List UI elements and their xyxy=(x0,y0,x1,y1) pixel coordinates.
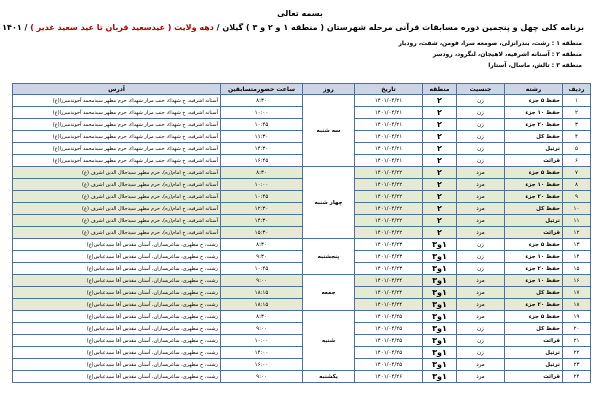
header-address: آدرس xyxy=(13,84,221,95)
cell-address: آستانه اشرفیه، خ امام(ره)، حرم مطهر سیدجلال الدین اشرف (ع) xyxy=(13,227,221,239)
cell-address: آستانه اشرفیه، خ امام(ره)، حرم مطهر سیدجلال الدین اشرف (ع) xyxy=(13,167,221,179)
cell-field: قرائت xyxy=(505,227,563,239)
cell-time: ۱۰:۰۰ xyxy=(221,107,303,119)
cell-region: ۱و۳ xyxy=(423,323,457,335)
cell-time: ۱۰:۴۵ xyxy=(221,191,303,203)
cell-region: ۲ xyxy=(423,179,457,191)
cell-address: رشت، خ مطهری، ساغریسازان، آستان مقدس آقا سیدعباس(ع) xyxy=(13,311,221,323)
cell-gender: مرد xyxy=(457,203,505,215)
cell-region: ۱و۳ xyxy=(423,347,457,359)
cell-region: ۲ xyxy=(423,131,457,143)
region-note-2: منطقه ۲ : آستانه اشرفیه، لاهیجان، لنگرود، رودسر xyxy=(432,51,582,58)
table-row xyxy=(13,263,591,275)
table-row xyxy=(13,347,591,359)
header-time: ساعت حضورمتسابقین xyxy=(221,84,303,95)
region-note-3: منطقه ۳ : تالش، ماسال، آستارا xyxy=(488,62,582,69)
cell-time: ۱۱:۳۰ xyxy=(221,131,303,143)
cell-time: ۱۸:۱۵ xyxy=(221,287,303,299)
cell-date: ۱۴۰۱/۰۴/۲۵ xyxy=(355,311,423,323)
cell-num: ۷ xyxy=(563,167,591,179)
cell-field: حفظ ۱۰ جزء xyxy=(505,107,563,119)
cell-num: ۱۸ xyxy=(563,299,591,311)
cell-time: ۸:۳۰ xyxy=(221,95,303,107)
cell-gender: زن xyxy=(457,323,505,335)
cell-gender: زن xyxy=(457,239,505,251)
cell-date: ۱۴۰۱/۰۴/۲۲ xyxy=(355,203,423,215)
cell-address: آستانه اشرفیه، خ امام(ره)، حرم مطهر سیدجلال الدین اشرف (ع) xyxy=(13,203,221,215)
cell-region: ۱و۳ xyxy=(423,371,457,383)
header-region: منطقه xyxy=(423,84,457,95)
cell-field: ترتیل xyxy=(505,215,563,227)
cell-region: ۱و۳ xyxy=(423,239,457,251)
cell-num: ۸ xyxy=(563,179,591,191)
cell-day: چهار شنبه xyxy=(303,167,355,239)
cell-gender: زن xyxy=(457,155,505,167)
cell-time: ۱۶:۰۰ xyxy=(221,359,303,371)
cell-region: ۲ xyxy=(423,95,457,107)
cell-num: ۲۳ xyxy=(563,359,591,371)
cell-date: ۱۴۰۱/۰۴/۲۳ xyxy=(355,251,423,263)
table-row xyxy=(13,179,591,191)
cell-address: آستانه اشرفیه، خ شهداء، جنب مزار شهداء، حرم مطهر سیدمحمد آخوندمیرزا(ع) xyxy=(13,107,221,119)
cell-time: ۱۴:۳۰ xyxy=(221,215,303,227)
cell-date: ۱۴۰۱/۰۴/۲۵ xyxy=(355,335,423,347)
cell-date: ۱۴۰۱/۰۴/۲۴ xyxy=(355,275,423,287)
cell-region: ۱و۳ xyxy=(423,299,457,311)
cell-address: رشت، خ مطهری، ساغریسازان، آستان مقدس آقا سیدعباس(ع) xyxy=(13,371,221,383)
cell-field: حفظ ۱۰ جزء xyxy=(505,275,563,287)
cell-num: ۱۷ xyxy=(563,287,591,299)
cell-num: ۵ xyxy=(563,143,591,155)
cell-date: ۱۴۰۱/۰۴/۲۶ xyxy=(355,371,423,383)
cell-region: ۱و۳ xyxy=(423,335,457,347)
cell-region: ۲ xyxy=(423,155,457,167)
cell-field: حفظ ۲۰ جزء xyxy=(505,299,563,311)
cell-time: ۱۶:۴۵ xyxy=(221,155,303,167)
cell-field: حفظ ۵ جزء xyxy=(505,311,563,323)
cell-date: ۱۴۰۱/۰۴/۲۴ xyxy=(355,287,423,299)
cell-field: ترتیل xyxy=(505,347,563,359)
cell-date: ۱۴۰۱/۰۴/۲۵ xyxy=(355,323,423,335)
cell-region: ۲ xyxy=(423,191,457,203)
cell-date: ۱۴۰۱/۰۴/۲۲ xyxy=(355,191,423,203)
title-year: / ۱۴۰۱ xyxy=(2,23,28,32)
table-row xyxy=(13,227,591,239)
cell-gender: زن xyxy=(457,263,505,275)
cell-date: ۱۴۰۱/۰۴/۲۳ xyxy=(355,239,423,251)
table-row xyxy=(13,203,591,215)
cell-num: ۲۰ xyxy=(563,323,591,335)
cell-time: ۹:۰۰ xyxy=(221,275,303,287)
cell-num: ۲۱ xyxy=(563,335,591,347)
cell-address: رشت، خ مطهری، ساغریسازان، آستان مقدس آقا سیدعباس(ع) xyxy=(13,359,221,371)
cell-date: ۱۴۰۱/۰۴/۲۳ xyxy=(355,263,423,275)
cell-num: ۱۱ xyxy=(563,215,591,227)
cell-field: حفظ کل xyxy=(505,287,563,299)
cell-address: رشت، خ مطهری، ساغریسازان، آستان مقدس آقا سیدعباس(ع) xyxy=(13,323,221,335)
cell-time: ۱۲:۳۰ xyxy=(221,203,303,215)
cell-num: ۲۲ xyxy=(563,347,591,359)
cell-time: ۸:۳۰ xyxy=(221,311,303,323)
cell-field: حفظ کل xyxy=(505,323,563,335)
header-day: روز xyxy=(303,84,355,95)
table-row xyxy=(13,215,591,227)
cell-field: حفظ ۱۰ جزء xyxy=(505,251,563,263)
cell-address: رشت، خ مطهری، ساغریسازان، آستان مقدس آقا سیدعباس(ع) xyxy=(13,263,221,275)
cell-field: قرائت xyxy=(505,155,563,167)
cell-day: شنبه xyxy=(303,311,355,371)
cell-date: ۱۴۰۱/۰۴/۲۱ xyxy=(355,119,423,131)
cell-gender: زن xyxy=(457,251,505,263)
cell-field: قرائت xyxy=(505,335,563,347)
cell-region: ۱و۳ xyxy=(423,251,457,263)
table-row xyxy=(13,251,591,263)
table-row xyxy=(13,131,591,143)
region-note-1: منطقه ۱ : رشت، بندرانزلی، صومعه سرا، فومن، شفت، رودبار xyxy=(398,40,582,47)
cell-region: ۲ xyxy=(423,203,457,215)
cell-time: ۱۸:۱۵ xyxy=(221,299,303,311)
table-row xyxy=(13,167,591,179)
cell-time: ۱۰:۰۰ xyxy=(221,179,303,191)
cell-day: پنجشنبه xyxy=(303,239,355,275)
cell-num: ۱ xyxy=(563,95,591,107)
cell-address: آستانه اشرفیه، خ شهداء، جنب مزار شهداء، حرم مطهر سیدمحمد آخوندمیرزا(ع) xyxy=(13,143,221,155)
cell-gender: زن xyxy=(457,143,505,155)
cell-address: رشت، خ مطهری، ساغریسازان، آستان مقدس آقا سیدعباس(ع) xyxy=(13,347,221,359)
cell-address: آستانه اشرفیه، خ امام(ره)، حرم مطهر سیدجلال الدین اشرف (ع) xyxy=(13,215,221,227)
table-row xyxy=(13,323,591,335)
cell-gender: مرد xyxy=(457,299,505,311)
schedule-table xyxy=(12,83,591,383)
cell-num: ۲۴ xyxy=(563,371,591,383)
table-row xyxy=(13,107,591,119)
header-gender: جنسیت xyxy=(457,84,505,95)
cell-gender: مرد xyxy=(457,311,505,323)
cell-gender: مرد xyxy=(457,359,505,371)
table-row xyxy=(13,287,591,299)
cell-time: ۹:۳۰ xyxy=(221,251,303,263)
table-row xyxy=(13,359,591,371)
header-date: تاریخ xyxy=(355,84,423,95)
cell-address: آستانه اشرفیه، خ شهداء، جنب مزار شهداء، حرم مطهر سیدمحمد آخوندمیرزا(ع) xyxy=(13,131,221,143)
cell-num: ۱۰ xyxy=(563,203,591,215)
table-row xyxy=(13,371,591,383)
cell-region: ۱و۳ xyxy=(423,359,457,371)
cell-region: ۱و۳ xyxy=(423,275,457,287)
cell-gender: مرد xyxy=(457,227,505,239)
cell-num: ۶ xyxy=(563,155,591,167)
table-row xyxy=(13,335,591,347)
cell-gender: زن xyxy=(457,119,505,131)
cell-date: ۱۴۰۱/۰۴/۲۱ xyxy=(355,143,423,155)
cell-num: ۳ xyxy=(563,119,591,131)
cell-field: قرائت xyxy=(505,371,563,383)
cell-num: ۲ xyxy=(563,107,591,119)
page-title xyxy=(2,22,584,34)
cell-address: آستانه اشرفیه، خ شهداء، جنب مزار شهداء، حرم مطهر سیدمحمد آخوندمیرزا(ع) xyxy=(13,95,221,107)
cell-field: حفظ ۲۰ جزء xyxy=(505,263,563,275)
cell-address: رشت، خ مطهری، ساغریسازان، آستان مقدس آقا سیدعباس(ع) xyxy=(13,335,221,347)
cell-region: ۲ xyxy=(423,119,457,131)
cell-num: ۴ xyxy=(563,131,591,143)
cell-field: حفظ ۵ جزء xyxy=(505,167,563,179)
cell-field: ترتیل xyxy=(505,359,563,371)
cell-num: ۱۴ xyxy=(563,251,591,263)
cell-num: ۱۶ xyxy=(563,275,591,287)
cell-date: ۱۴۰۱/۰۴/۲۲ xyxy=(355,215,423,227)
cell-address: رشت، خ مطهری، ساغریسازان، آستان مقدس آقا سیدعباس(ع) xyxy=(13,299,221,311)
cell-day: یکشنبه xyxy=(303,371,355,383)
header-field: رشته xyxy=(505,84,563,95)
cell-address: رشت، خ مطهری، ساغریسازان، آستان مقدس آقا سیدعباس(ع) xyxy=(13,251,221,263)
cell-field: حفظ کل xyxy=(505,203,563,215)
cell-address: آستانه اشرفیه، خ امام(ره)، حرم مطهر سیدجلال الدین اشرف (ع) xyxy=(13,191,221,203)
cell-gender: زن xyxy=(457,335,505,347)
cell-time: ۱۵:۳۰ xyxy=(221,227,303,239)
cell-gender: مرد xyxy=(457,275,505,287)
cell-date: ۱۴۰۱/۰۴/۲۲ xyxy=(355,167,423,179)
cell-date: ۱۴۰۱/۰۴/۲۱ xyxy=(355,107,423,119)
header-num: ردیف xyxy=(563,84,591,95)
cell-address: آستانه اشرفیه، خ شهداء، جنب مزار شهداء، حرم مطهر سیدمحمد آخوندمیرزا(ع) xyxy=(13,155,221,167)
cell-gender: زن xyxy=(457,95,505,107)
cell-field: حفظ ۵ جزء xyxy=(505,239,563,251)
cell-gender: زن xyxy=(457,131,505,143)
cell-num: ۱۲ xyxy=(563,227,591,239)
cell-date: ۱۴۰۱/۰۴/۲۵ xyxy=(355,359,423,371)
cell-num: ۱۳ xyxy=(563,239,591,251)
cell-region: ۱و۳ xyxy=(423,287,457,299)
cell-date: ۱۴۰۱/۰۴/۲۲ xyxy=(355,179,423,191)
table-row xyxy=(13,311,591,323)
cell-region: ۲ xyxy=(423,107,457,119)
table-row xyxy=(13,155,591,167)
cell-field: ترتیل xyxy=(505,143,563,155)
cell-num: ۹ xyxy=(563,191,591,203)
table-row xyxy=(13,143,591,155)
cell-address: رشت، خ مطهری، ساغریسازان، آستان مقدس آقا سیدعباس(ع) xyxy=(13,239,221,251)
cell-address: رشت، خ مطهری، ساغریسازان، آستان مقدس آقا سیدعباس(ع) xyxy=(13,287,221,299)
cell-time: ۱۰:۴۵ xyxy=(221,119,303,131)
cell-field: حفظ کل xyxy=(505,131,563,143)
cell-address: آستانه اشرفیه، خ شهداء، جنب مزار شهداء، حرم مطهر سیدمحمد آخوندمیرزا(ع) xyxy=(13,119,221,131)
cell-date: ۱۴۰۱/۰۴/۲۱ xyxy=(355,131,423,143)
cell-region: ۲ xyxy=(423,167,457,179)
cell-region: ۲ xyxy=(423,143,457,155)
cell-date: ۱۴۰۱/۰۴/۲۱ xyxy=(355,95,423,107)
cell-field: حفظ ۲۰ جزء xyxy=(505,191,563,203)
table-row xyxy=(13,119,591,131)
cell-time: ۸:۳۰ xyxy=(221,239,303,251)
table-row xyxy=(13,299,591,311)
cell-num: ۱۵ xyxy=(563,263,591,275)
cell-date: ۱۴۰۱/۰۴/۲۵ xyxy=(355,347,423,359)
cell-gender: مرد xyxy=(457,179,505,191)
cell-time: ۱۴:۳۰ xyxy=(221,143,303,155)
cell-gender: مرد xyxy=(457,167,505,179)
cell-num: ۱۹ xyxy=(563,311,591,323)
cell-field: حفظ ۲۰ جزء xyxy=(505,119,563,131)
title-highlight: دهه ولایت ( عیدسعید قربان تا عید سعید غدیر ) xyxy=(30,23,214,32)
cell-day: سه شنبه xyxy=(303,95,355,167)
cell-region: ۱و۳ xyxy=(423,263,457,275)
cell-date: ۱۴۰۱/۰۴/۲۱ xyxy=(355,155,423,167)
cell-time: ۹:۰۰ xyxy=(221,371,303,383)
table-body xyxy=(13,95,591,383)
cell-time: ۱۰:۴۵ xyxy=(221,263,303,275)
cell-address: رشت، خ مطهری، ساغریسازان، آستان مقدس آقا سیدعباس(ع) xyxy=(13,275,221,287)
table-row xyxy=(13,191,591,203)
cell-region: ۲ xyxy=(423,227,457,239)
cell-region: ۲ xyxy=(423,215,457,227)
cell-field: حفظ ۵ جزء xyxy=(505,95,563,107)
cell-field: حفظ ۱۰ جزء xyxy=(505,179,563,191)
table-row xyxy=(13,95,591,107)
cell-gender: زن xyxy=(457,347,505,359)
cell-date: ۱۴۰۱/۰۴/۲۴ xyxy=(355,299,423,311)
cell-region: ۱و۳ xyxy=(423,311,457,323)
cell-gender: مرد xyxy=(457,191,505,203)
cell-time: ۱۰:۰۰ xyxy=(221,335,303,347)
region-notes xyxy=(22,38,582,71)
basmala-heading: بسمه تعالی xyxy=(277,9,323,18)
cell-time: ۸:۳۰ xyxy=(221,167,303,179)
cell-time: ۹:۰۰ xyxy=(221,323,303,335)
cell-time: ۱۴:۰۰ xyxy=(221,347,303,359)
cell-gender: مرد xyxy=(457,287,505,299)
cell-address: آستانه اشرفیه، خ امام(ره)، حرم مطهر سیدجلال الدین اشرف (ع) xyxy=(13,179,221,191)
table-header xyxy=(13,84,591,95)
cell-day: جمعه xyxy=(303,275,355,311)
cell-gender: مرد xyxy=(457,215,505,227)
title-main: برنامه کلی چهل و پنجمین دوره مسابقات قرآنی مرحله شهرستان ( منطقه ۱ و ۲ و ۳ ) گیلان / xyxy=(216,23,584,32)
table-row xyxy=(13,275,591,287)
table-row xyxy=(13,239,591,251)
cell-gender: مرد xyxy=(457,371,505,383)
cell-date: ۱۴۰۱/۰۴/۲۲ xyxy=(355,227,423,239)
cell-gender: زن xyxy=(457,107,505,119)
